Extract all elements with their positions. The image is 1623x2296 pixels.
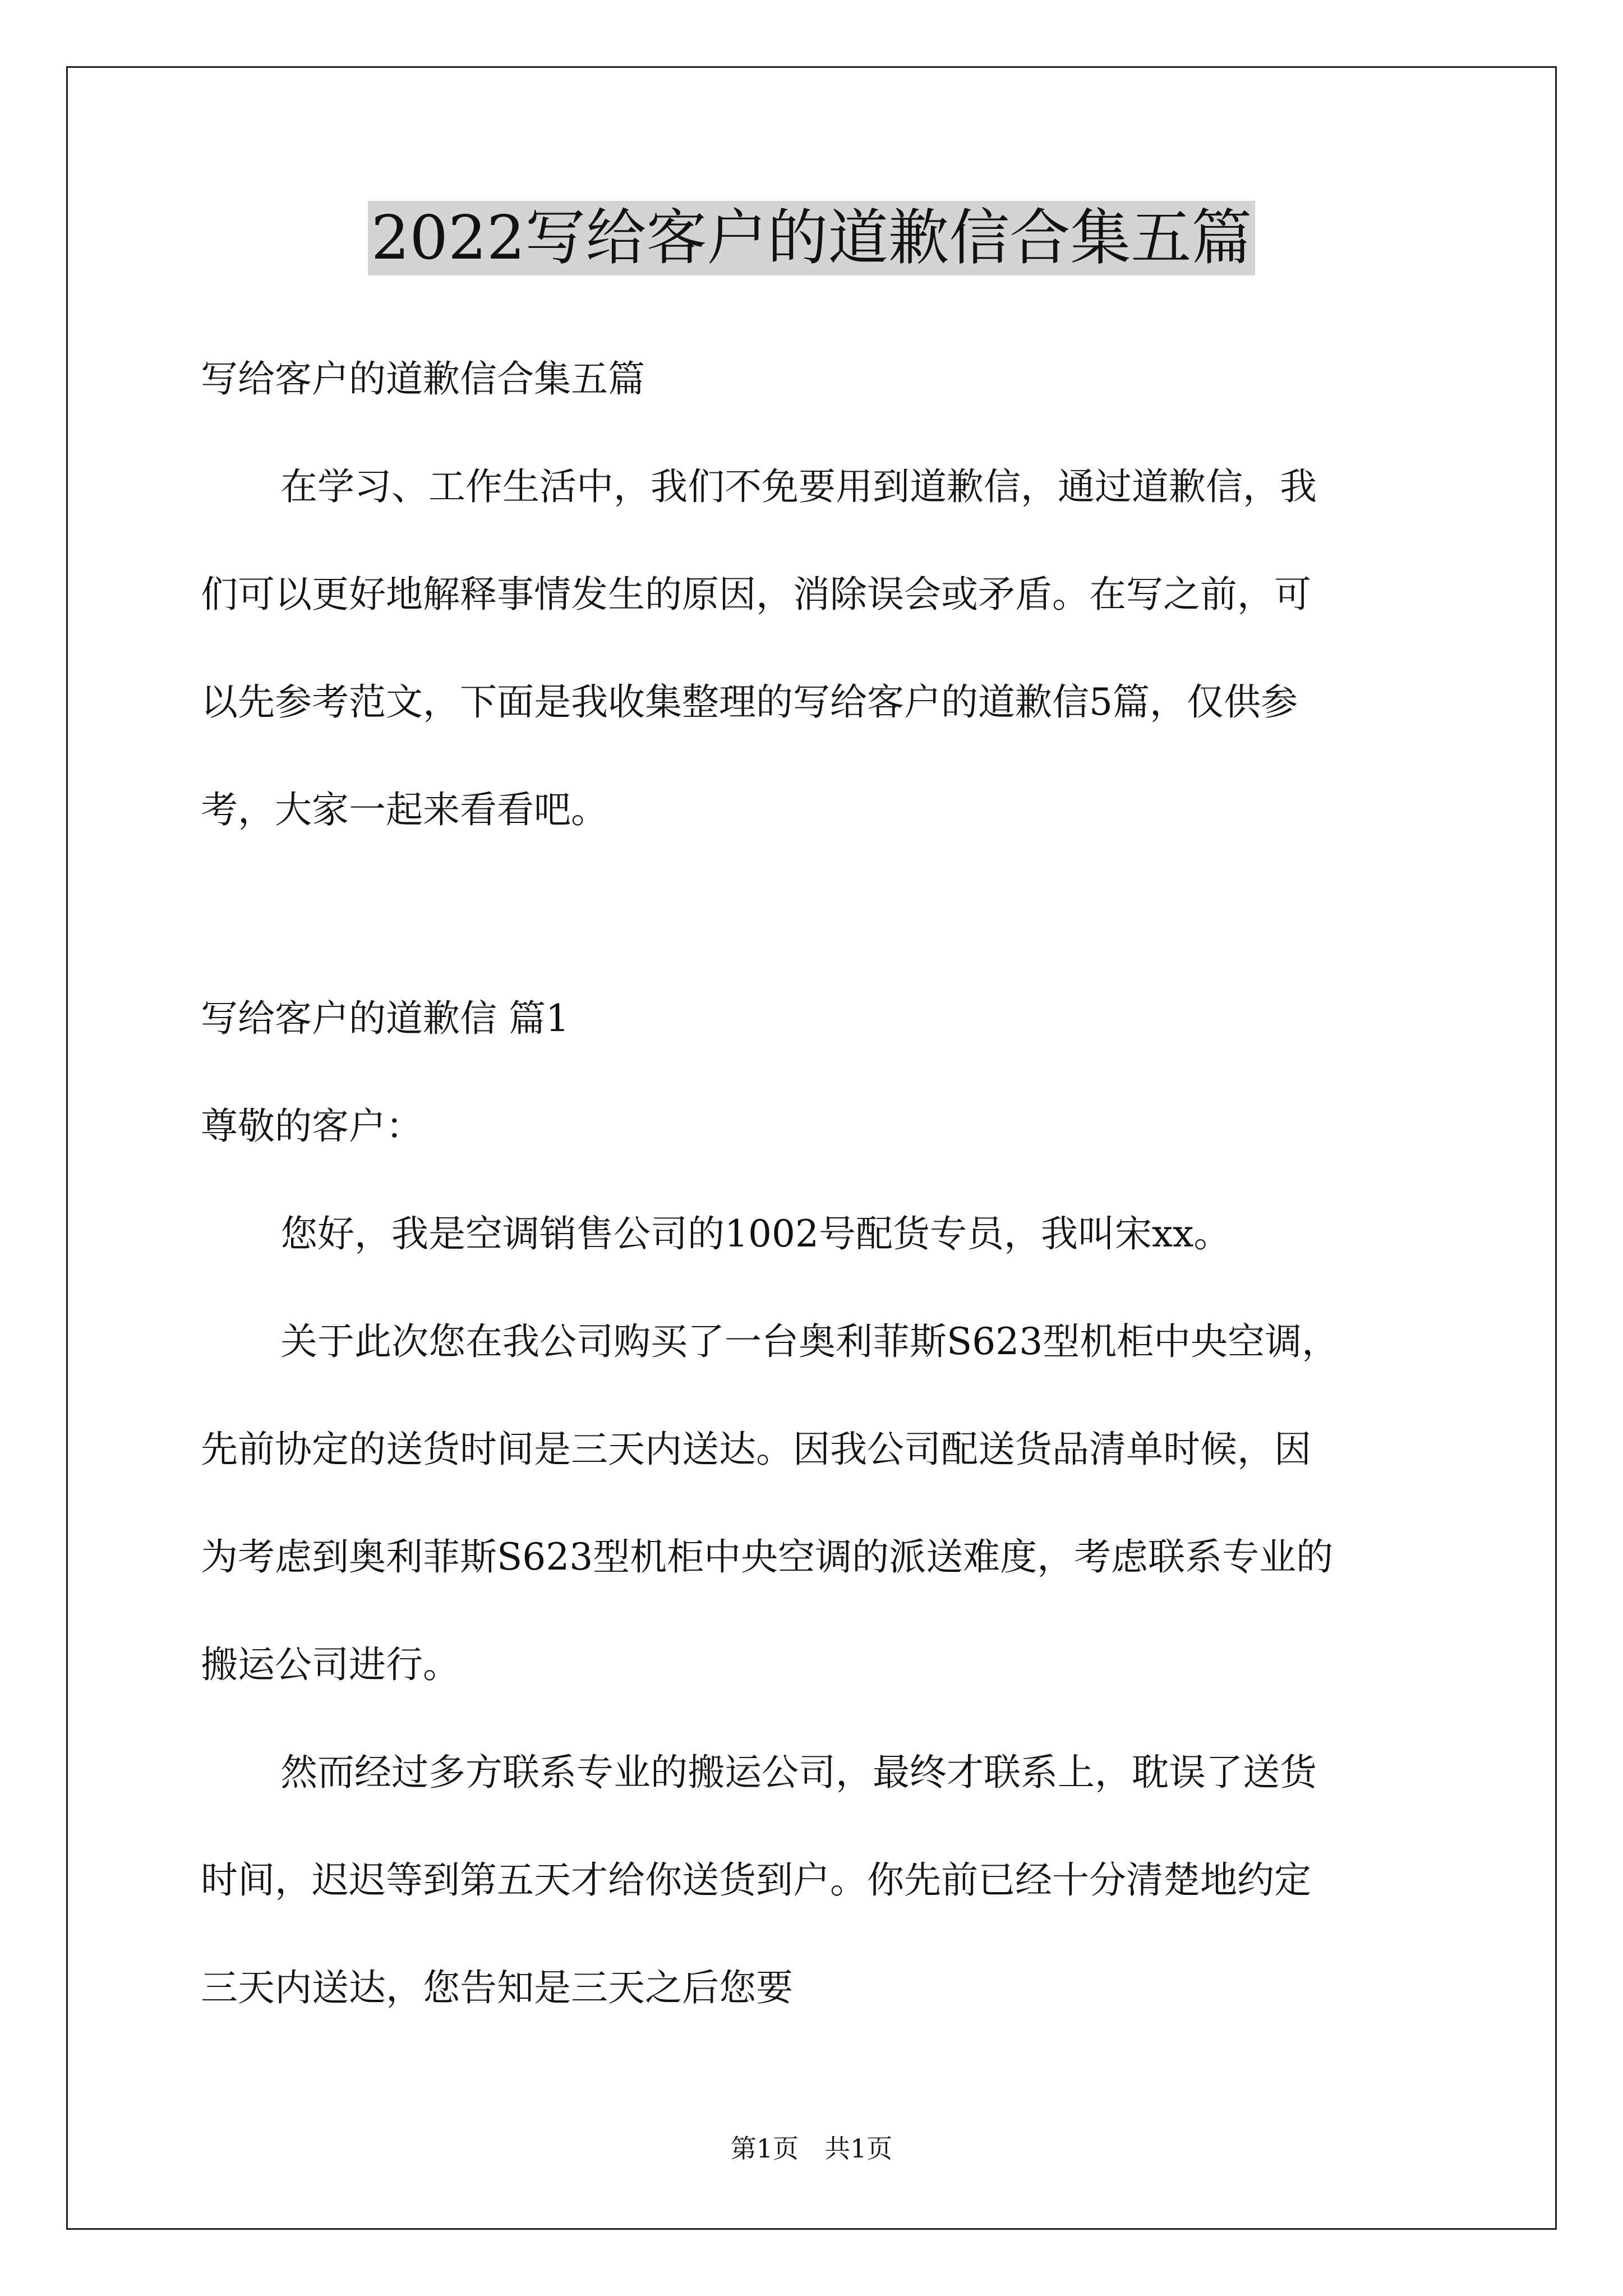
body-line-7: 时间，迟迟等到第五天才给你送货到户。你先前已经十分清楚地约定 <box>201 1858 1311 1902</box>
body-line-5: 搬运公司进行。 <box>201 1643 460 1686</box>
document-title-text: 2022写给客户的道歉信合集五篇 <box>368 201 1256 275</box>
section-heading: 写给客户的道歉信 篇1 <box>201 997 569 1040</box>
body-line-8: 三天内送达，您告知是三天之后您要 <box>201 1966 793 2009</box>
body-line-1: 您好，我是空调销售公司的1002号配货专员，我叫宋xx。 <box>280 1212 1231 1255</box>
body-line-2: 关于此次您在我公司购买了一台奥利菲斯S623型机柜中央空调， <box>280 1320 1339 1363</box>
document-subtitle: 写给客户的道歉信合集五篇 <box>201 357 645 401</box>
intro-line-1: 在学习、工作生活中，我们不免要用到道歉信，通过道歉信，我 <box>280 465 1317 508</box>
document-title <box>0 202 1623 275</box>
intro-line-4: 考，大家一起来看看吧。 <box>201 788 608 831</box>
page-footer: 第1页 共1页 <box>730 2133 893 2164</box>
body-line-4: 为考虑到奥利菲斯S623型机柜中央空调的派送难度，考虑联系专业的 <box>201 1535 1334 1579</box>
salutation: 尊敬的客户： <box>201 1105 423 1148</box>
body-line-6: 然而经过多方联系专业的搬运公司，最终才联系上，耽误了送货 <box>280 1751 1317 1794</box>
intro-line-2: 们可以更好地解释事情发生的原因，消除误会或矛盾。在写之前，可 <box>201 573 1311 616</box>
body-line-3: 先前协定的送货时间是三天内送达。因我公司配送货品清单时候，因 <box>201 1428 1311 1471</box>
intro-line-3: 以先参考范文，下面是我收集整理的写给客户的道歉信5篇，仅供参 <box>201 680 1298 724</box>
